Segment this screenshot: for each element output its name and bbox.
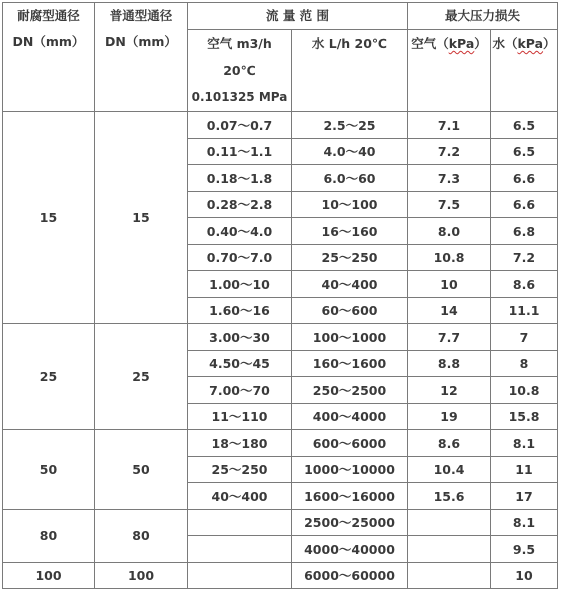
- water-flow-cell: 100～1000: [292, 324, 408, 351]
- air-loss-cell: 10: [408, 271, 491, 298]
- water-flow-cell: 6.0～60: [292, 165, 408, 192]
- air-loss-suffix: ）: [474, 36, 487, 51]
- water-loss-cell: 15.8: [491, 403, 558, 430]
- water-flow-cell: 25～250: [292, 244, 408, 271]
- air-flow-cell: 0.40～4.0: [188, 218, 292, 245]
- water-loss-prefix: 水（: [492, 36, 518, 51]
- air-loss-cell: 7.2: [408, 138, 491, 165]
- air-loss-cell: 14: [408, 297, 491, 324]
- corrosion-dn-header: [3, 3, 95, 112]
- air-loss-prefix: 空气（: [411, 36, 449, 51]
- dn-corrosion-cell: 100: [3, 562, 95, 589]
- table-row: [3, 509, 558, 536]
- air-flow-cell: 0.28～2.8: [188, 191, 292, 218]
- dn-standard-cell: 100: [95, 562, 188, 589]
- water-flow-cell: 10～100: [292, 191, 408, 218]
- water-flow-cell: 400～4000: [292, 403, 408, 430]
- water-flow-cell: 2500～25000: [292, 509, 408, 536]
- dn-corrosion-cell: 50: [3, 430, 95, 510]
- flow-range-header: 流 量 范 围: [188, 3, 408, 30]
- air-flow-cell: 0.11～1.1: [188, 138, 292, 165]
- corrosion-dn-unit: DN（mm）: [12, 34, 85, 49]
- water-loss-cell: 6.6: [491, 191, 558, 218]
- water-loss-header: [491, 30, 558, 112]
- water-loss-suffix: ）: [543, 36, 556, 51]
- air-loss-cell: 10.4: [408, 456, 491, 483]
- water-flow-cell: 1000～10000: [292, 456, 408, 483]
- air-loss-unit: kPa: [448, 36, 475, 51]
- dn-standard-cell: 80: [95, 509, 188, 562]
- air-loss-cell: 7.5: [408, 191, 491, 218]
- water-loss-cell: 6.5: [491, 138, 558, 165]
- dn-standard-cell: 50: [95, 430, 188, 510]
- dn-standard-cell: 25: [95, 324, 188, 430]
- water-loss-cell: 6.6: [491, 165, 558, 192]
- water-loss-cell: 10: [491, 562, 558, 589]
- air-flow-cell: [188, 562, 292, 589]
- air-flow-cell: 0.07～0.7: [188, 112, 292, 139]
- air-flow-cell: 7.00～70: [188, 377, 292, 404]
- dn-standard-cell: 15: [95, 112, 188, 324]
- flowmeter-spec-table: [2, 2, 558, 589]
- table-row: [3, 112, 558, 139]
- water-flow-header: 水 L/h 20℃: [292, 30, 408, 112]
- air-loss-cell: [408, 536, 491, 563]
- air-loss-cell: 15.6: [408, 483, 491, 510]
- dn-corrosion-cell: 15: [3, 112, 95, 324]
- water-flow-cell: 250～2500: [292, 377, 408, 404]
- air-loss-header: [408, 30, 491, 112]
- water-flow-cell: 160～1600: [292, 350, 408, 377]
- standard-dn-header: [95, 3, 188, 112]
- water-flow-cell: 4.0～40: [292, 138, 408, 165]
- air-loss-cell: 10.8: [408, 244, 491, 271]
- air-flow-cell: 1.00～10: [188, 271, 292, 298]
- air-flow-cell: 40～400: [188, 483, 292, 510]
- water-flow-cell: 1600～16000: [292, 483, 408, 510]
- air-flow-cell: [188, 536, 292, 563]
- water-flow-cell: 60～600: [292, 297, 408, 324]
- air-flow-cell: 0.18～1.8: [188, 165, 292, 192]
- water-flow-cell: 600～6000: [292, 430, 408, 457]
- air-flow-cell: 11～110: [188, 403, 292, 430]
- water-loss-cell: 10.8: [491, 377, 558, 404]
- corrosion-dn-title: 耐腐型通径: [17, 8, 80, 23]
- air-loss-cell: 19: [408, 403, 491, 430]
- water-loss-cell: 9.5: [491, 536, 558, 563]
- water-loss-cell: 6.8: [491, 218, 558, 245]
- dn-corrosion-cell: 80: [3, 509, 95, 562]
- air-flow-cell: 1.60～16: [188, 297, 292, 324]
- water-loss-cell: 11.1: [491, 297, 558, 324]
- table-row: [3, 430, 558, 457]
- air-flow-cell: 0.70～7.0: [188, 244, 292, 271]
- water-loss-cell: 8.1: [491, 509, 558, 536]
- standard-dn-title: 普通型通径: [109, 8, 173, 23]
- dn-corrosion-cell: 25: [3, 324, 95, 430]
- table-row: [3, 562, 558, 589]
- water-loss-cell: 7.2: [491, 244, 558, 271]
- water-loss-unit: kPa: [517, 36, 544, 51]
- air-loss-cell: 8.8: [408, 350, 491, 377]
- water-loss-cell: 8.1: [491, 430, 558, 457]
- air-flow-header-line2: 20℃: [223, 63, 256, 78]
- water-loss-cell: 6.5: [491, 112, 558, 139]
- air-flow-header-line1: 空气 m3/h: [207, 36, 272, 51]
- water-loss-cell: 7: [491, 324, 558, 351]
- air-flow-cell: 25～250: [188, 456, 292, 483]
- max-pressure-loss-header: 最大压力损失: [408, 3, 558, 30]
- table-row: [3, 324, 558, 351]
- water-loss-cell: 8: [491, 350, 558, 377]
- air-flow-header: [188, 30, 292, 112]
- air-flow-cell: 3.00～30: [188, 324, 292, 351]
- air-flow-cell: 4.50～45: [188, 350, 292, 377]
- air-loss-cell: [408, 509, 491, 536]
- water-flow-cell: 40～400: [292, 271, 408, 298]
- water-flow-cell: 4000～40000: [292, 536, 408, 563]
- water-loss-cell: 17: [491, 483, 558, 510]
- water-flow-cell: 2.5～25: [292, 112, 408, 139]
- water-loss-cell: 11: [491, 456, 558, 483]
- air-loss-cell: 12: [408, 377, 491, 404]
- air-loss-cell: 8.6: [408, 430, 491, 457]
- water-loss-cell: 8.6: [491, 271, 558, 298]
- air-loss-cell: 7.3: [408, 165, 491, 192]
- air-loss-cell: 7.1: [408, 112, 491, 139]
- air-loss-cell: [408, 562, 491, 589]
- air-loss-cell: 7.7: [408, 324, 491, 351]
- air-loss-cell: 8.0: [408, 218, 491, 245]
- water-flow-cell: 16～160: [292, 218, 408, 245]
- air-flow-header-line3: 0.101325 MPa: [191, 90, 288, 104]
- water-flow-cell: 6000～60000: [292, 562, 408, 589]
- air-flow-cell: 18～180: [188, 430, 292, 457]
- standard-dn-unit: DN（mm）: [105, 34, 177, 49]
- air-flow-cell: [188, 509, 292, 536]
